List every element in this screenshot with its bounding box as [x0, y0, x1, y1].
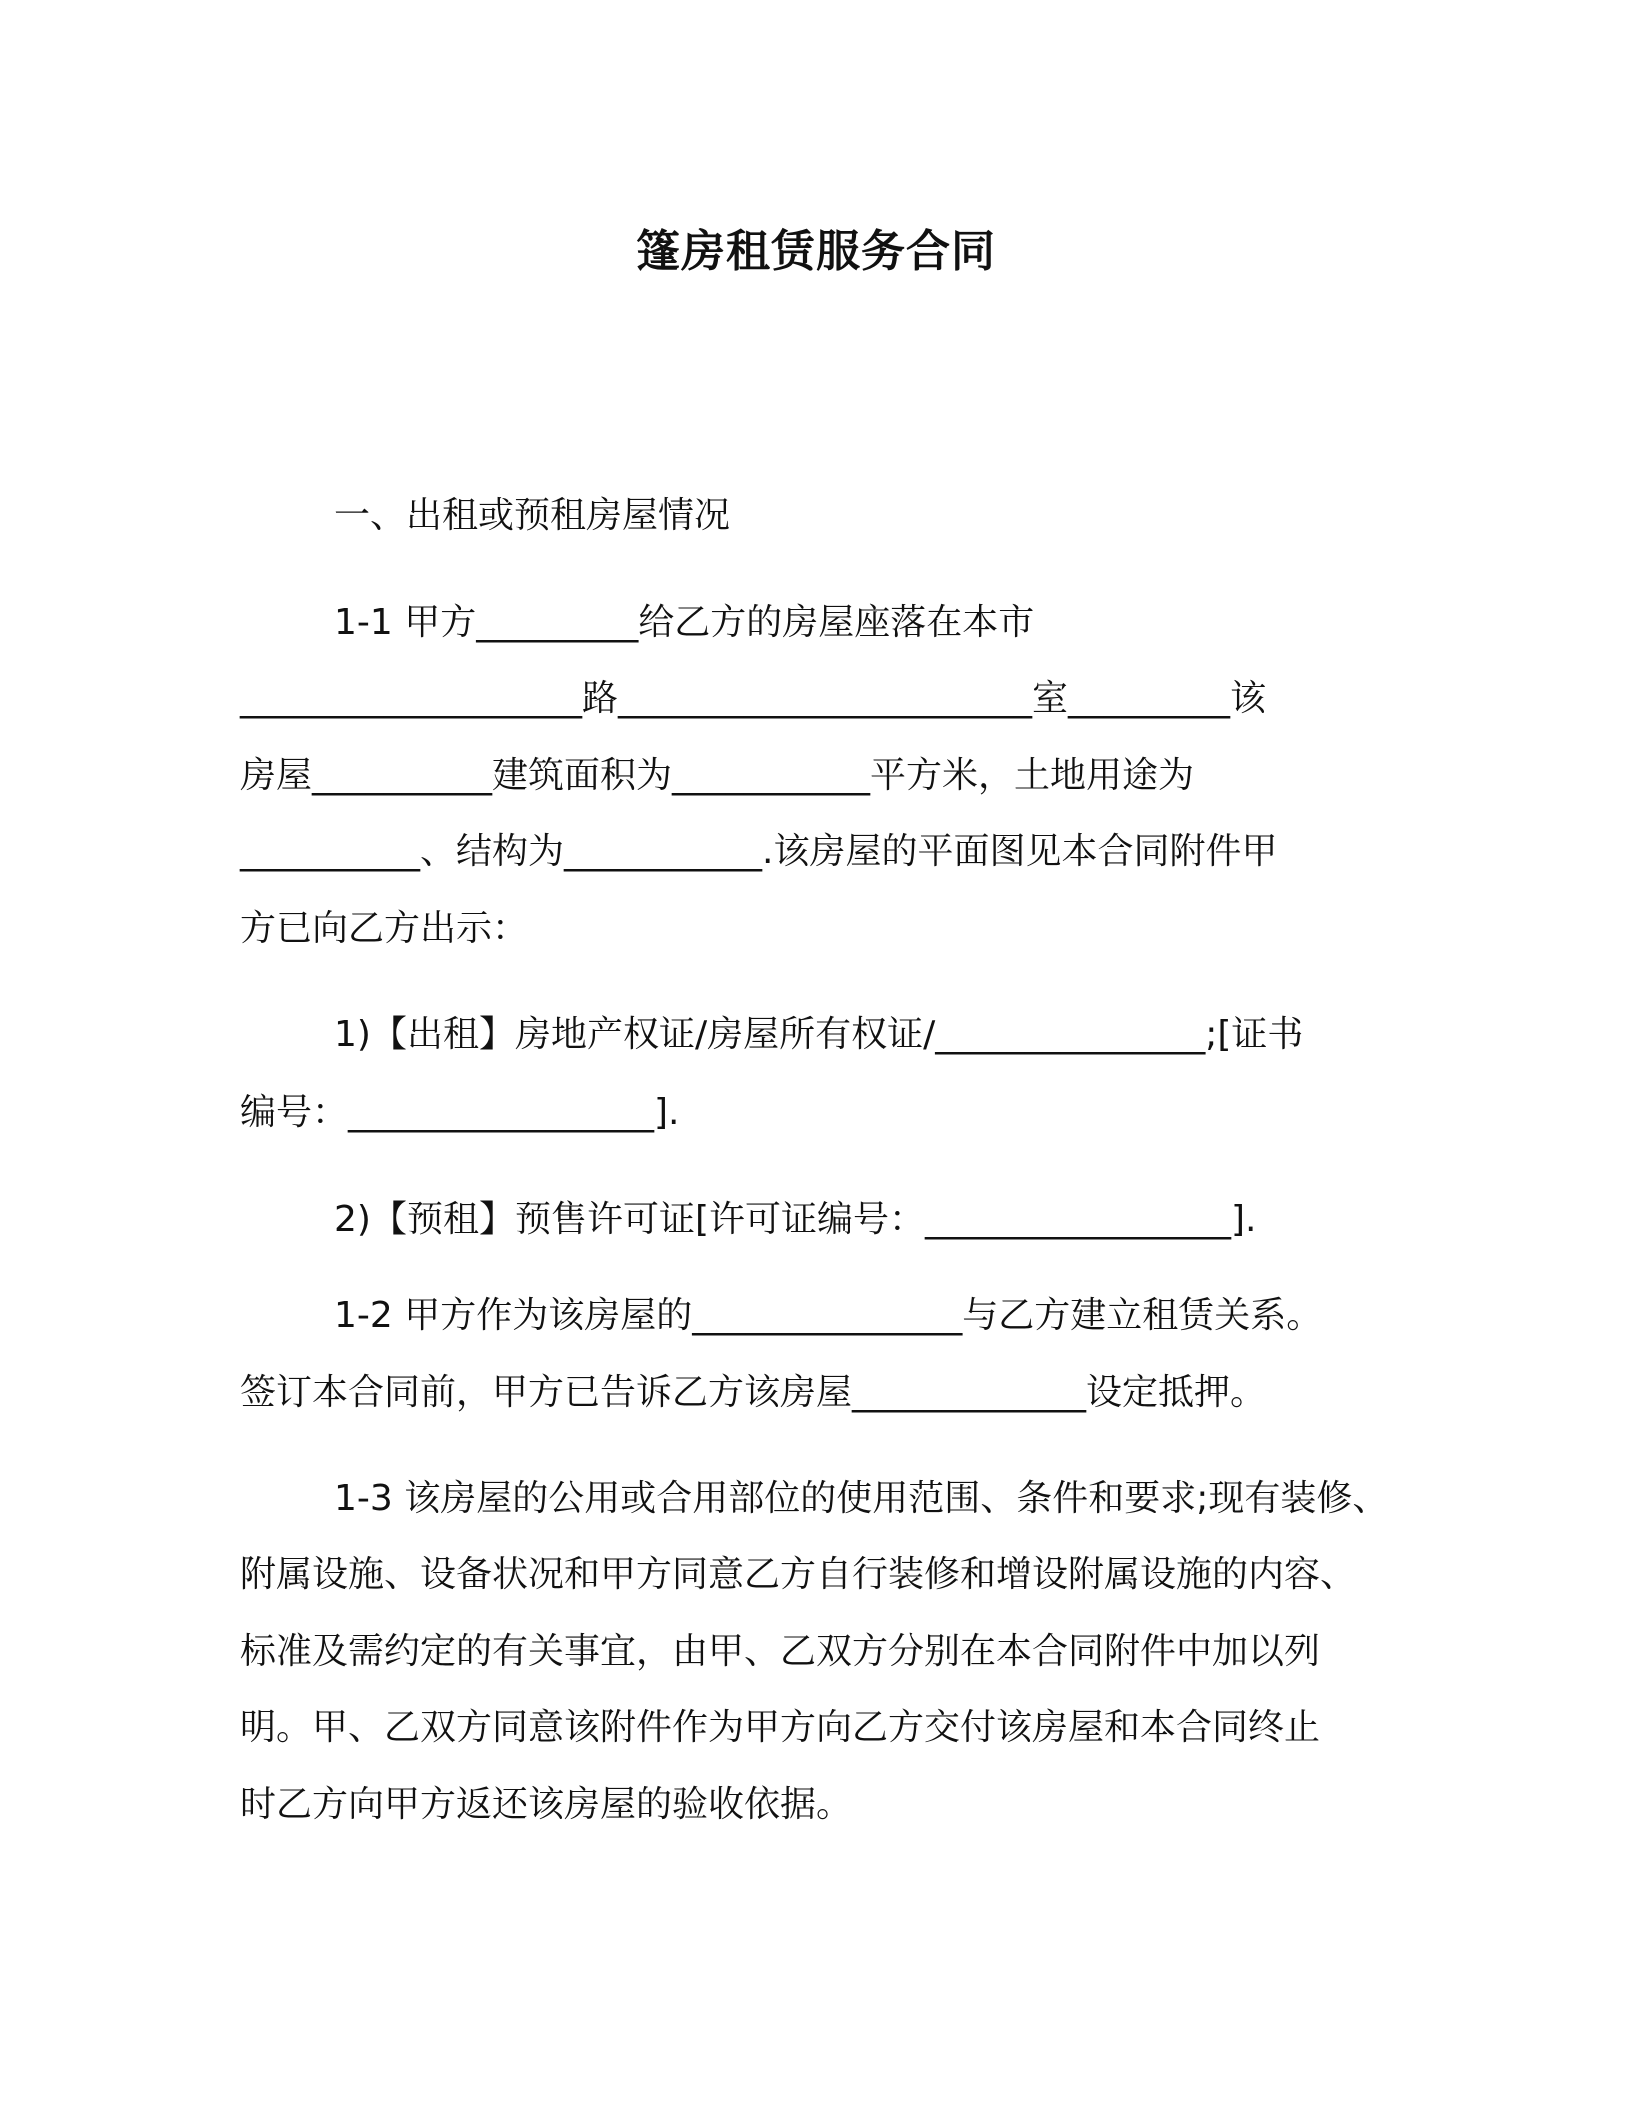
- clause-1-3-line-2: 附属设施、设备状况和甲方同意乙方自行装修和增设附属设施的内容、: [240, 1554, 1357, 1595]
- clause-1-3-line-4: 明。甲、乙双方同意该附件作为甲方向乙方交付该房屋和本合同终止: [240, 1707, 1321, 1748]
- document-title: 篷房租赁服务合同: [636, 226, 996, 277]
- clause-1-3-line-3: 标准及需约定的有关事宜，由甲、乙双方分别在本合同附件中加以列: [240, 1631, 1321, 1672]
- clause-1-1-line-5: 方已向乙方出示：: [240, 908, 529, 949]
- clause-1-1-line-4: __________、结构为___________.该房屋的平面图见本合同附件甲: [240, 831, 1278, 872]
- item-1-line-1: 1)【出租】房地产权证/房屋所有权证/_______________;[证书: [334, 1014, 1304, 1055]
- clause-1-3-line-5: 时乙方向甲方返还该房屋的验收依据。: [240, 1784, 853, 1825]
- item-1-line-2: 编号：_________________].: [240, 1092, 680, 1133]
- clause-1-1-line-1: 1-1 甲方_________给乙方的房屋座落在本市: [334, 602, 1035, 643]
- clause-1-1-line-3: 房屋__________建筑面积为___________平方米，土地用途为: [240, 755, 1195, 796]
- clause-1-2-line-1: 1-2 甲方作为该房屋的_______________与乙方建立租赁关系。: [334, 1295, 1323, 1336]
- clause-1-1-line-2: ___________________路_______________________室_________该: [240, 678, 1266, 719]
- clause-1-2-line-2: 签订本合同前，甲方已告诉乙方该房屋_____________设定抵押。: [240, 1372, 1267, 1413]
- section-heading: 一、出租或预租房屋情况: [334, 495, 731, 536]
- item-2-line-1: 2)【预租】预售许可证[许可证编号：_________________].: [334, 1199, 1257, 1240]
- clause-1-3-line-1: 1-3 该房屋的公用或合用部位的使用范围、条件和要求;现有装修、: [334, 1478, 1389, 1519]
